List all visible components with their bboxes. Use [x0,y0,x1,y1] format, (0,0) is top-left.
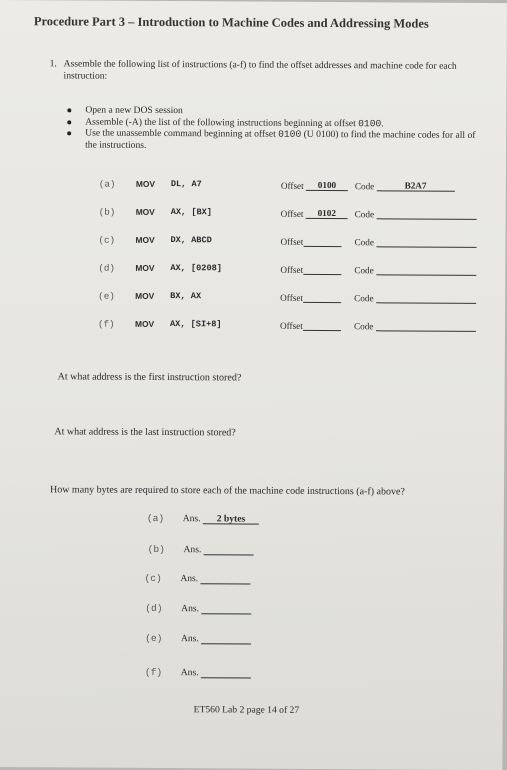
answer-row-b [148,544,254,556]
offset-field [280,236,341,247]
bullet-icon [67,131,71,135]
offset-answer[interactable] [303,292,341,303]
instruction-opcode: MOV [135,206,155,217]
instruction-label: (b) [98,206,116,218]
offset-answer[interactable] [303,320,341,331]
offset-answer[interactable]: 0102 [306,208,348,219]
code-field [355,180,455,192]
answer-row-f [145,667,251,679]
bullet-icon [67,108,71,112]
answer-prefix: Ans. [181,603,200,615]
page-footer: ET560 Lab 2 page 14 of 27 [193,704,300,716]
bullet-icon [67,120,71,124]
offset-label: Offset [280,264,304,275]
answer-prefix: Ans. [180,573,199,585]
instruction-row-c [98,235,488,251]
instruction-row-f [98,319,488,335]
code-label: Code [354,237,374,248]
code-answer[interactable] [376,208,476,220]
bullet-text: Open a new DOS session [85,104,183,117]
code-field [354,292,476,304]
instruction-opcode: MOV [135,262,155,273]
step-number: 1. [49,58,57,70]
code-field [355,208,477,220]
code-answer[interactable] [376,320,476,332]
question-first-address: At what address is the first instruction stored? [57,371,242,384]
code-label: Code [354,209,375,220]
answer-row-d [145,603,251,615]
answer-blank[interactable] [201,667,251,678]
answer-row-c [144,573,250,585]
instruction-label: (f) [97,318,115,330]
answer-row-a [147,513,259,525]
question-last-address: At what address is the last instruction stored? [54,426,236,439]
offset-label: Offset [280,236,304,247]
instruction-row-a [99,179,489,195]
offset-answer[interactable] [303,236,341,247]
bullet-offset: 0100 [358,117,382,129]
instruction-operands: AX, [BX] [170,207,213,218]
answer-label: (b) [147,543,165,556]
answer-label: (c) [144,572,162,584]
code-label: Code [354,293,374,304]
instruction-operands: AX, [0208] [170,263,222,274]
answer-prefix: Ans. [180,633,199,645]
offset-field [280,292,341,303]
instruction-label: (c) [98,234,116,246]
instruction-label: (d) [98,262,115,274]
offset-answer[interactable] [303,264,341,275]
instruction-opcode: MOV [135,178,155,189]
bullet-item [65,127,485,153]
offset-field [280,320,341,331]
offset-label: Offset [280,292,304,303]
instruction-label: (a) [98,178,116,190]
instruction-operands: BX, AX [170,291,202,302]
bullet-text-end: (U 0100) to find the machine codes for all of the instructions. [85,128,476,151]
code-field [354,236,476,248]
instruction-row-e [98,291,488,307]
offset-field [281,180,348,191]
answer-blank[interactable] [201,603,251,614]
instruction-operands: DX, ABCD [170,235,212,246]
offset-field [281,208,348,219]
answer-prefix: Ans. [183,544,202,556]
code-answer[interactable] [376,264,476,276]
offset-label: Offset [280,208,304,219]
instruction-operands: DL, A7 [170,179,202,190]
code-field [354,264,476,276]
code-answer[interactable] [376,292,476,304]
instruction-opcode: MOV [135,290,155,301]
offset-label: Offset [279,320,303,331]
answer-label: (e) [145,632,163,645]
code-answer[interactable]: B2A7 [377,180,455,191]
instruction-opcode: MOV [135,234,155,245]
bullet-text: Assemble (-A) the list of the following instructions beginning at offset [85,116,359,129]
bullet-list [65,104,485,153]
instruction-row-b [99,207,489,223]
offset-answer[interactable]: 0100 [306,180,348,191]
answer-prefix: Ans. [182,513,201,525]
instruction-row-d [98,263,488,279]
answer-blank[interactable] [201,633,251,644]
instruction-operands: AX, [SI+8] [169,319,222,330]
code-field [354,320,476,332]
answer-label: (f) [144,666,163,679]
answer-label: (d) [145,602,163,615]
question-bytes: How many bytes are required to store each of the machine code instructions (a-f) above? [49,484,405,498]
code-label: Code [354,265,374,276]
answer-label: (a) [146,512,165,525]
answer-blank[interactable] [201,573,251,584]
code-label: Code [353,321,374,332]
bullet-offset: 0100 [278,128,302,140]
answer-blank[interactable] [204,544,254,555]
instruction-opcode: MOV [134,318,155,329]
bullet-text-end: . [381,117,384,129]
answer-row-e [145,633,251,645]
step-1 [49,58,489,85]
answer-prefix: Ans. [180,667,199,679]
step-text: Assemble the following list of instructions (a-f) to find the offset addresses and machine code for each instruction: [63,58,457,82]
page-title: Procedure Part 3 – Introduction to Machine Codes and Addressing Modes [33,14,429,31]
offset-label: Offset [280,180,304,191]
code-label: Code [354,181,375,192]
bullet-text: Use the unassemble command beginning at offset [85,127,279,140]
offset-field [280,264,341,275]
answer-blank[interactable]: 2 bytes [203,513,259,524]
code-answer[interactable] [376,236,476,248]
instruction-label: (e) [98,290,115,302]
